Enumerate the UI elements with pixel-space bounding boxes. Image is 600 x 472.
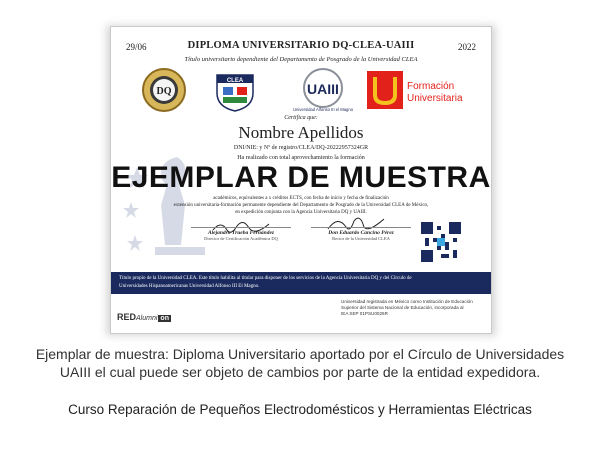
info-bar-line-2: Universidades Hispanoamericanas Universidad Alfonso III El Magno. [119,284,260,289]
formacion-universitaria-logo [365,67,473,113]
red-alumni-logo [117,312,171,322]
course-title: Curso Reparación de Pequeños Electrodomésticos y Herramientas Eléctricas [68,402,532,417]
caption-line-1: Ejemplar de muestra: Diploma Universitario aportado por el Círculo de Universidades [35,346,565,362]
logo-row [133,67,473,117]
issue-date-day: 29/06 [126,42,147,52]
signature-block-1 [191,227,291,241]
dq-seal-logo [141,67,187,113]
clea-logo-text: CLEA [226,78,244,84]
completion-line: Ha realizado con total aprovechamiento la formación [237,155,365,161]
signer-name-2: Don Eduardo Cancino Pérez [311,227,411,236]
registration-line: DNI/NIE: y Nº de registro/CLEA/DQ-20222957324GR [233,145,369,151]
uaiii-logo-subtext: Universidad Alfonso III el Magno [293,107,353,112]
info-bar-line-1: Título propio de la Universidad CLEA. Este título habilita al titular para disponer de los servicios de la Agencia Universitaria DQ y del Círculo de [119,276,412,281]
body-line-3: en expedición conjunta con la Agencia Universitaria DQ y UAIII. [235,210,367,215]
red-logo-text: RED [117,312,137,322]
red-logo-on: on [160,315,169,322]
signer-role-1: Director de Certificación Académica DQ [204,236,278,241]
issue-date-year: 2022 [458,42,476,52]
body-line-1: académicos, equivalentes a x créditos ECTS, con fecha de inicio y fecha de finalización [213,196,389,201]
footer-line-1: Universidad registrada en México como Institución de Educación [341,299,473,304]
sample-watermark: EJEMPLAR DE MUESTRA [111,161,491,194]
dq-seal-text: DQ [156,86,172,97]
clea-shield-logo [213,67,257,113]
caption-line-2: UAIII el cual puede ser objeto de cambios por parte de la entidad expedidora. [59,364,541,380]
recipient-name: Nombre Apellidos [238,123,364,142]
footer-line-3: IEA SEP 01PSU0026R [341,311,388,316]
info-bar [111,272,491,294]
qr-code-icon [421,222,461,262]
certifica-label: Certifica que: [284,115,318,121]
body-line-2: extensión universitaria-formación permanente dependiente del Departamento de Posgrado de la Universidad CLEA de México, [173,203,429,208]
signer-role-2: Rector de la Universidad CLEA [332,236,390,241]
diploma-image [110,26,492,334]
uaiii-logo-text: UAIII [307,81,339,97]
footer-line-2: Superior del Sistema Nacional de Educación, incorporada al [341,305,464,310]
formacion-logo-line1: Formación [407,81,455,92]
signer-name-1: Alejandro Trueba Fernández [191,227,291,236]
diploma-title: DIPLOMA UNIVERSITARIO DQ-CLEA-UAIII [187,40,415,51]
signature-block-2 [311,227,411,241]
uaiii-logo [293,67,353,113]
formacion-logo-line2: Universitaria [407,93,463,104]
red-logo-alumni: Alumni [136,315,158,322]
diploma-subtitle: Título universitario dependiente del Departamento de Posgrado de la Universidad CLEA [184,56,418,63]
registration-footer [341,299,473,317]
